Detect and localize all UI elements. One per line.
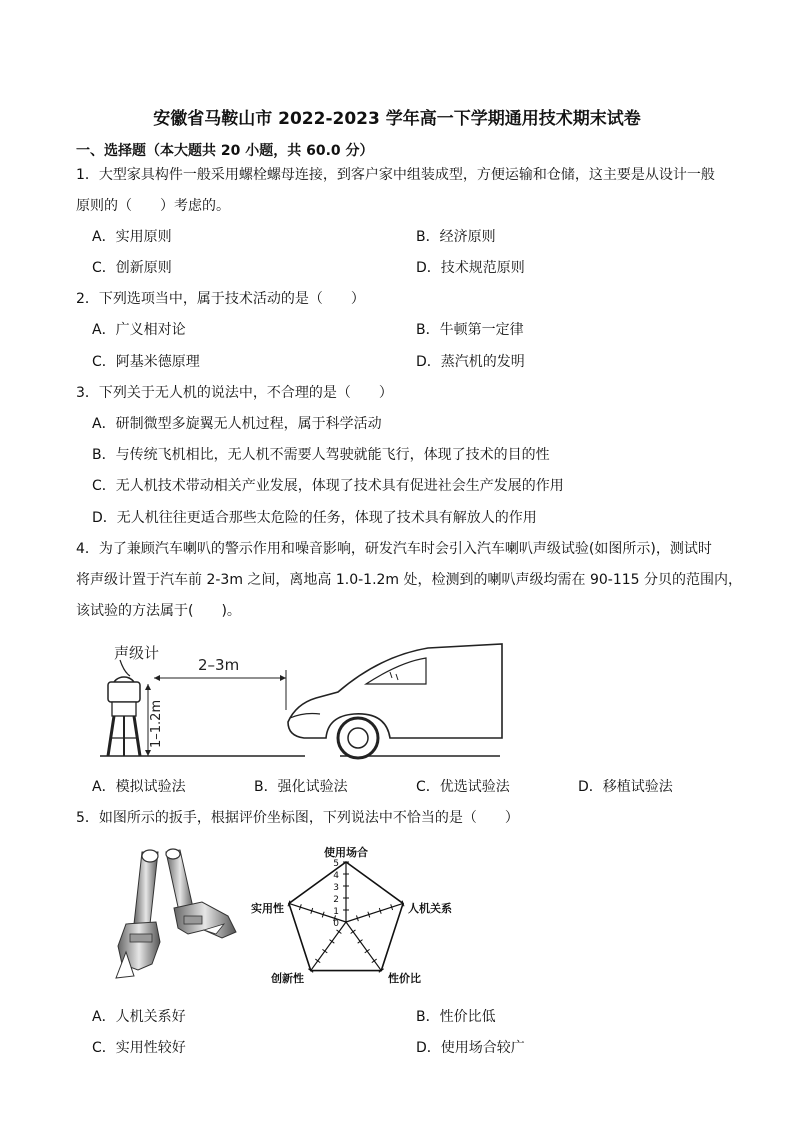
q4-option-a: A．模拟试验法 xyxy=(92,779,186,795)
q2-option-c: C．阿基米德原理 xyxy=(92,354,200,370)
distance-label: 2–3m xyxy=(198,656,240,674)
q4-option-b: B．强化试验法 xyxy=(254,779,348,795)
radar-tick-label: 1 xyxy=(333,907,339,917)
meter-base xyxy=(112,702,136,716)
radar-tick-label: 4 xyxy=(333,871,339,881)
car-wheel-hub xyxy=(348,728,368,748)
radar-tick-label: 0 xyxy=(333,919,339,929)
meter-pointer-line xyxy=(120,660,130,676)
q3-option-d: D．无人机往往更适合那些太危险的任务，体现了技术具有解放人的作用 xyxy=(92,510,537,526)
radar-tick-mark xyxy=(351,930,356,934)
q4-option-d: D．移植试验法 xyxy=(578,779,673,795)
radar-axis-label-3: 性价比 xyxy=(388,972,421,985)
q1-stem-line1: 1．大型家具构件一般采用螺栓螺母连接，到客户家中组装成型，方便运输和仓储，这主要是从设计一般 xyxy=(76,167,715,183)
radar-tick-label: 2 xyxy=(333,895,339,905)
radar-axis-4 xyxy=(311,922,346,971)
radar-tick-mark xyxy=(337,930,342,934)
height-arrow-bottom xyxy=(145,750,151,756)
q4-option-c: C．优选试验法 xyxy=(416,779,510,795)
q2-stem: 2．下列选项当中，属于技术活动的是（ ） xyxy=(76,291,365,307)
q3-option-a: A．研制微型多旋翼无人机过程，属于科学活动 xyxy=(92,416,382,432)
radar-tick-mark xyxy=(365,949,370,953)
q5-option-d: D．使用场合较广 xyxy=(416,1040,525,1056)
tripod-leg-left xyxy=(108,716,114,756)
radar-axis-label-1: 使用场合 xyxy=(324,846,368,859)
q5-option-c: C．实用性较好 xyxy=(92,1040,186,1056)
radar-axis-2 xyxy=(346,903,403,922)
q4-stem-line1: 4．为了兼顾汽车喇叭的警示作用和噪音影响，研发汽车时会引入汽车喇叭声级试验(如图所示)，测试时 xyxy=(76,541,712,557)
radar-tick-mark xyxy=(329,940,334,944)
radar-axis-label-5: 实用性 xyxy=(251,902,284,915)
q4-stem-line2: 将声级计置于汽车前 2-3m 之间，离地高 1.0-1.2m 处，检测到的喇叭声级均需在 90-115 分贝的范围内， xyxy=(76,572,743,588)
radar-grid xyxy=(288,862,404,972)
meter-label: 声级计 xyxy=(114,644,160,662)
tripod-leg-right xyxy=(134,716,140,756)
evaluation-radar-chart xyxy=(246,840,466,990)
radar-tick-label: 3 xyxy=(333,883,339,893)
radar-tick-mark xyxy=(315,959,320,963)
q5-option-b: B．性价比低 xyxy=(416,1009,496,1025)
wrench-left xyxy=(116,850,160,978)
q4-stem-line3: 该试验的方法属于( )。 xyxy=(76,603,241,619)
height-arrow-top xyxy=(145,684,151,690)
q1-option-d: D．技术规范原则 xyxy=(416,260,525,276)
radar-tick-label: 5 xyxy=(333,859,339,869)
car-body xyxy=(288,644,502,738)
radar-axis-label-4: 创新性 xyxy=(271,972,304,985)
q2-option-a: A．广义相对论 xyxy=(92,322,186,338)
radar-axis-3 xyxy=(346,922,381,971)
car-horn-test-figure xyxy=(90,638,510,762)
q2-option-d: D．蒸汽机的发明 xyxy=(416,354,525,370)
height-label: 1–1.2m xyxy=(149,699,164,748)
radar-tick-mark xyxy=(322,949,327,953)
q3-stem: 3．下列关于无人机的说法中，不合理的是（ ） xyxy=(76,385,393,401)
q3-option-b: B．与传统飞机相比，无人机不需要人驾驶就能飞行，体现了技术的目的性 xyxy=(92,447,550,463)
section-heading: 一、选择题（本大题共 20 小题，共 60.0 分） xyxy=(76,143,374,159)
wrench-right xyxy=(166,849,236,938)
distance-arrow-right xyxy=(280,675,286,681)
q5-option-a: A．人机关系好 xyxy=(92,1009,186,1025)
radar-tick-mark xyxy=(358,940,363,944)
page-title: 安徽省马鞍山市 2022-2023 学年高一下学期通用技术期末试卷 xyxy=(153,109,641,129)
wrench-illustration xyxy=(104,846,244,986)
radar-tick-mark xyxy=(372,959,377,963)
q2-option-b: B．牛顿第一定律 xyxy=(416,322,524,338)
q3-option-c: C．无人机技术带动相关产业发展，体现了技术具有促进社会生产发展的作用 xyxy=(92,478,564,494)
q5-stem: 5．如图所示的扳手，根据评价坐标图，下列说法中不恰当的是（ ） xyxy=(76,810,519,826)
meter-body xyxy=(108,682,140,702)
radar-axis-label-2: 人机关系 xyxy=(408,902,452,915)
q1-option-a: A．实用原则 xyxy=(92,229,172,245)
q1-option-b: B．经济原则 xyxy=(416,229,496,245)
distance-arrow-left xyxy=(154,675,160,681)
q1-option-c: C．创新原则 xyxy=(92,260,172,276)
q1-stem-line2: 原则的（ ）考虑的。 xyxy=(76,198,230,214)
